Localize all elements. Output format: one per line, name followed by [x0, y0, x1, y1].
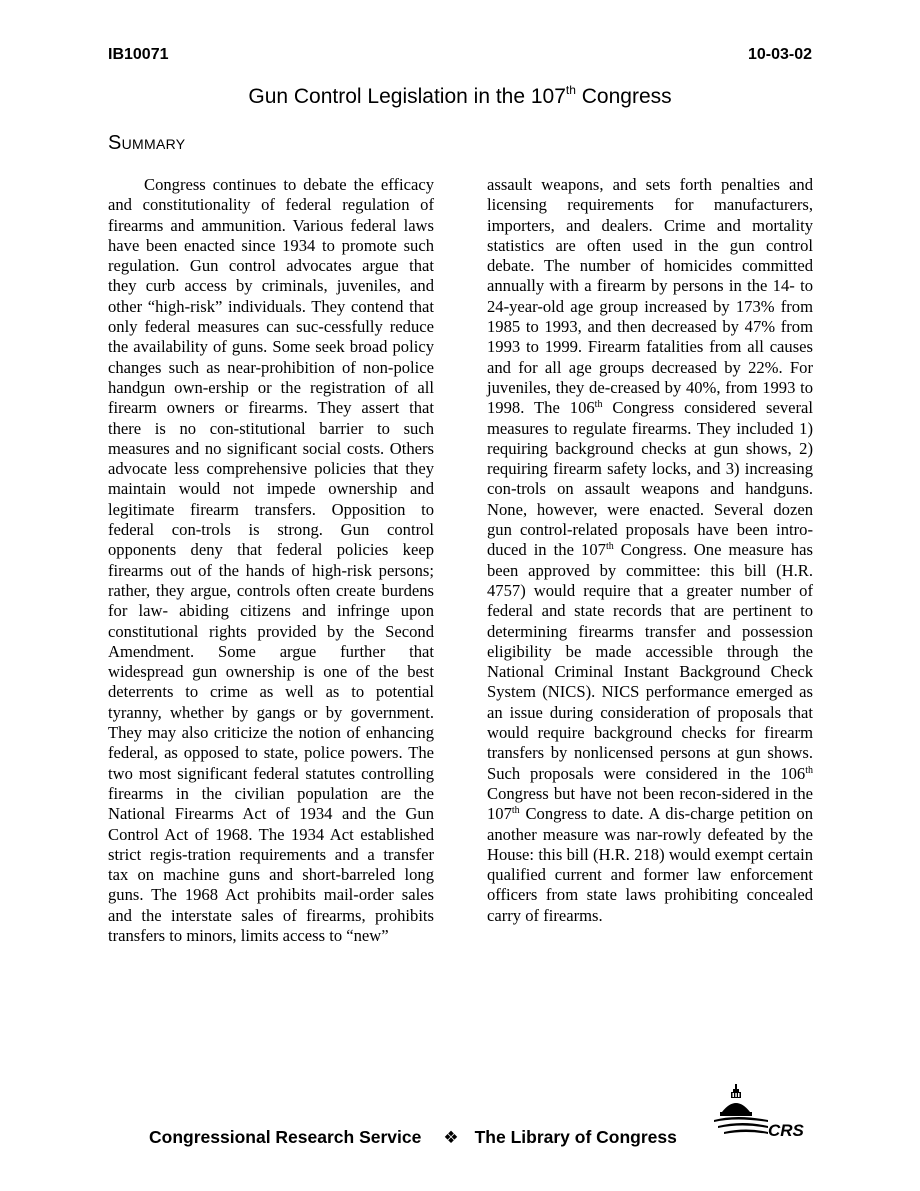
page-title [0, 84, 920, 110]
section-heading-summary: Summary [108, 132, 186, 154]
crs-capitol-logo [712, 1082, 808, 1144]
logo-swoosh-1 [714, 1117, 768, 1122]
summary-right-column [487, 175, 813, 926]
document-id: IB10071 [108, 46, 169, 63]
logo-wordmark: CRS [768, 1121, 804, 1140]
right-text-seg1: assault weapons, and sets forth penalties and licensing requirements for manufacturers, importers, and dealers. Crime and mortality statistics are often used in the gun control debate. The number of homicides committed annually with a firearm by persons in the 14- to 24-year-old age group increased by 173% from 1985 to 1993, and then decreased by 47% from 1993 to 1999. Firearm fatalities from all causes and for all age groups decreased by 22%. For juveniles, they de-creased by 40%, from 1993 to 1998. The 106 [487, 175, 813, 418]
summary-left-column: Congress continues to debate the efficacy and constitutionality of federal regulation of firearms and ammunition. Various federal laws have been enacted since 1934 to promote such regulation. Gun control advocates argue that they curb access by criminals, juveniles, and other “high-risk” individuals. They contend that only federal measures can suc-cessfully reduce the availability of guns. Some seek broad policy changes such as near-prohibition of non-police handgun own-ership or the registration of all firearm owners or firearms. They assert that there is no con-stitutional barrier to such measures and no significant social costs. Others advocate less comprehensive policies that they maintain would not impede ownership and legitimate firearm transfers. Opposition to federal con-trols is strong. Gun control opponents deny that federal policies keep firearms out of the hands of high-risk persons; rather, they argue, controls often create burdens for law- abiding citizens and infringe upon constitutional rights provided by the Second Amendment. Some argue further that widespread gun ownership is one of the best deterrents to crime as well as to potential tyranny, whether by gangs or by government. They may also criticize the notion of enhancing federal, as opposed to state, police powers. The two most significant federal statutes controlling firearms in the civilian population are the National Firearms Act of 1934 and the Gun Control Act of 1968. The 1934 Act established strict regis-tration requirements and a transfer tax on machine guns and short-barreled long guns. The 1968 Act prohibits mail-order sales and the interstate sales of firearms, prohibits transfers to minors, limits access to “new” [108, 175, 434, 945]
logo-statue-base [733, 1089, 739, 1092]
ordinal-superscript: th [605, 541, 614, 553]
logo-drum [720, 1112, 752, 1116]
right-text-seg5: Congress to date. A dis-charge petition on another measure was nar-rowly defeated by the House: this bill (H.R. 218) would exempt certain qualified current and former law enforcement officers from state laws prohibiting concealed carry of firearms. [487, 804, 813, 925]
footer-crs-name: Congressional Research Service [149, 1127, 422, 1147]
ordinal-superscript: th [805, 764, 813, 776]
footer [149, 1127, 677, 1148]
right-text-seg3: Congress. One measure has been approved by committee: this bill (H.R. 4757) would require that a greater number of federal and state records that are pertinent to determining firearms transfer and possession eligibility be made accessible through the National Criminal Instant Background Check System (NICS). NICS performance emerged as an issue during consideration of proposals that would require background checks for firearm transfers by nonlicensed persons at gun shows. Such proposals were considered in the 106 [487, 540, 813, 783]
document-date: 10-03-02 [747, 46, 812, 63]
diamond-separator-icon: ❖ [443, 1128, 459, 1147]
footer-library-name: The Library of Congress [474, 1127, 677, 1147]
right-text-seg4: Congress but have not been recon-sidered in the 107 [487, 783, 813, 824]
title-suffix: Congress [575, 85, 672, 108]
title-main: Gun Control Legislation in the 107 [248, 85, 566, 108]
logo-swoosh-2 [718, 1123, 768, 1128]
title-superscript: th [565, 83, 576, 97]
right-text-seg2: Congress considered several measures to regulate firearms. They included 1) requiring background checks at gun shows, 2) requiring firearm safety locks, and 3) increasing con-trols on assault weapons and handguns. None, however, were enacted. Several dozen gun control-related proposals have been intro-duced in the 107 [487, 398, 813, 560]
ordinal-superscript: th [511, 805, 520, 817]
logo-swoosh-3 [724, 1130, 768, 1135]
ordinal-superscript: th [594, 399, 603, 411]
logo-dome [722, 1103, 750, 1112]
